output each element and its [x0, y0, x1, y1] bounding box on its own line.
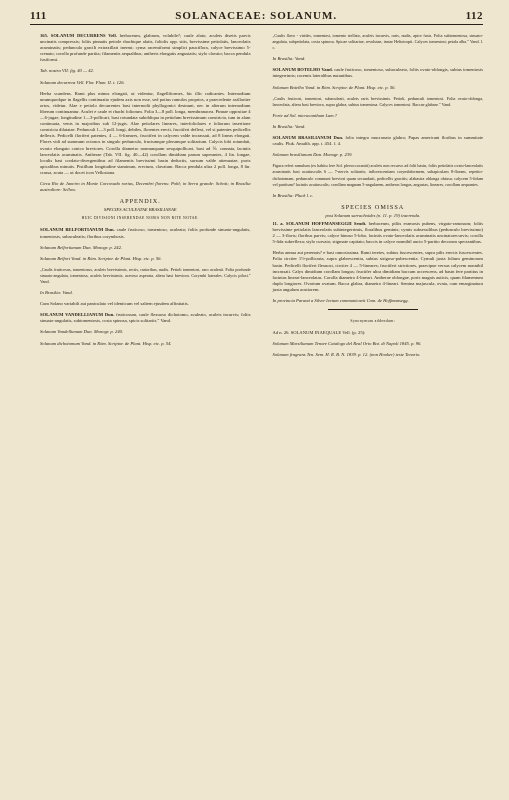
species-entry-belfortianum: [30, 227, 251, 239]
two-column-body: [30, 33, 483, 363]
appendix-subtitle: SPECIES ACULEATAE BRASILIANAE: [103, 207, 177, 213]
addendum-title: Synonymum addendum:: [350, 319, 396, 324]
running-title: SOLANACEAE: SOLANUM.: [175, 10, 338, 22]
species-omissa-title: SPECIES OMISSA: [341, 203, 405, 211]
page-number-right: 112: [465, 10, 483, 22]
species-diagnosis: caule fruticoso, tomentoso, subaculeato, foliis ovato-oblongis, subtus tomentosis integerrimis; racemis lateralibus nutantibus.: [272, 67, 483, 79]
description-paragraph: Herba annua aut perennis? e basi ramosissima. Rami teretes, subtus fuscescentes, supra pilis erectis fuscescentes. Folia circiter 1½-pollicaria, supra glabrescentia, subtus strigoso-pubescentia. Cymuli juxta folium geminorum basin. Pedicelli floriferi flexuosi, circiter 4 — 5-lineares; fructiferi strictiores, praecipue versus calycem nonnihil incrassati. Calyx dimidiam corollam longus; fructifer ultra dimidiam baccam accrescens, ad basin fere partitus in lacinias lineari-lanceolatas. Corolla diametro 4-lineari. Antherae oblongae, poris magnis auticis, quam filamentum duplo longiores. Ovarium ovatum. Bacca glabra, diametro 4-lineari. Semina majuscula, ovata, cum emarginatura juxta angulum acutiorem.: [272, 250, 483, 292]
synonym-reference: Solanum Belfort Vand. in Röm. Scriptor. de Plant. Hisp. etc. p. 56.: [40, 255, 162, 261]
page-header: [30, 10, 483, 25]
synonym-reference: Solanum Botelho Vand. in Röm. Scriptor. de Plant. Hisp. etc. p. 56.: [272, 84, 396, 90]
quoted-description: „Caulis fruticosi, tomentosi, subaculeati, aculeis raris brevissimis. Petioli, pedunculi tomentosi. Folia ovato-oblonga, lanceolata, altera basi breviora, supra glabra, subtus tomentosa. Calyces tomentosi. Baccae glabrae." Vand.: [272, 95, 483, 107]
species-omissa-subtitle: post Solanum sarrachoides (n. 11. p. 19) inserenda.: [325, 212, 421, 218]
species-heading: 165. SOLANUM DECURRENS Vell.: [40, 33, 117, 38]
synonym-reference: Solanum dichotomum Vand. in Röm. Scriptor. de Plant. Hisp. etc. p. 54.: [40, 340, 172, 346]
species-diagnosis: fruticosum, caule flexuoso dichotomo, aculeato, aculeis incurvis; foliis sinuato-angulatis, subtomentosis, costa spinosa, spicis solitariis." Vand.: [40, 312, 251, 324]
species-entry-vandellianum: [30, 312, 251, 324]
appendix-note: HUIC DIVISIONI INSERENDAE NOBIS NON RITE NOTAE.: [81, 216, 199, 221]
appendix-title: APPENDIX.: [119, 198, 161, 206]
species-entry-hoffmanseggii: [263, 221, 484, 245]
page-number-left: 111: [30, 10, 47, 22]
species-heading: 11. a. SOLANUM HOFFMANSEGGII Sendt.: [272, 220, 367, 226]
locality-paragraph: Circa Rio de Janeiro in Monte Corcovado rarius, Decembri florens: Pohl; in Serra grande: Schott; in Brasilia australiore: Sellow.: [40, 180, 251, 193]
description-paragraph: Herba scandens. Rami plus minus elongati, ut videntur, flagelliformes, hic illic radicantes. Internodium unumquodque in flagellis continuatio ejudem axis non esse, sed potius ramulos proprios, a praecedente axillariter ortos, videtur. Alae e petiolo decurrentes basi internodii phyllogonici desinunt, nec in alterum internodium liberum continuantur. Aculei e caule et rhachi foliorum. Folia 3—8 poll. longa, membranacea. Pinnae oppositae 4—6-jugae, longitudine 1—3-pollicari, basi rotundata subobliqua in petiolum brevissimum constricta, tum in alam continuata, venis in majoribus sub 12-jugis. Alae petiolares lineares, interfoliolares e foliorum insertione constricta dilatatae. Pedunculi 1—3 poll. longi, debiles, florentes erecti, fructiferi deflexi, vel si patentes pedicellis deflexis. Pedicelli floriferi patentes, 4 — 6-lineares, fructiferi in calycem valde incrassati, ad 8 lineas elongati. Flores vidi ad summum octonos in singulo pedunculo, fructumque plerumque solitarium. Calycis lobi rotundati, ovario elongato conico breviores. Corolla diametro nonnunquam sesquipollicari, basi ad ⅙ connata, laciniis lanceolatis acuminatis. Antherae (Tab. VII. fig. 40—42) corollam dimidiam parum superantes, 4 lin. longae, loculis basi cordato-divergentibus ad filamentis brevissimi basin deductis, sursum valde attenuatae, poris apicalibus minutis. Pistillum longitudine staminum, erectum, clavatum. Bacca pendula ultra 2 poll. longa, 8 lin. crassa, acuta — ut docet icon Vellosiana.: [40, 90, 251, 175]
species-entry-brasilianum: [263, 135, 484, 147]
synonym-reference: Solanum Vandellianum Dun. Monogr. p. 240.: [40, 329, 124, 335]
synonym-reference: Solanum Marsilianum Tenore Catalogo del Real Orto Bot. di Napoli 1845. p. 96.: [272, 341, 422, 347]
synonym-reference: Solanum fragrans Ten. Sem. H. R. B. N. 1839. p. 12. (non Hooker) teste Tenorio.: [272, 352, 421, 358]
species-heading: SOLANUM BOTELHO Vand.: [272, 67, 333, 73]
addendum-entry: Ad n. 26. SOLANUM INAEQUALE Vell. (p. 25):: [272, 330, 366, 336]
locality-line: In Brasilia: Vand.: [40, 290, 73, 296]
species-diagnosis: folio integro mucronato glabro; Papas americani floribus in summitate caulis. Pluk. Amalth. app. t. 454. f. 4.: [272, 135, 484, 147]
species-entry-botelho: [263, 67, 484, 79]
locality-line: In Brasilia: Pluck l. c.: [272, 192, 314, 198]
figure-description: Figura refert ramulum (ex habitu fere Sol. pleeoccocantii) aculeis non recurvo ad folii basin, foliis petiolatis ovato-lanceolatis acuminatis basi acutiusculis 6 — 7-nervis solitariis; inflorescentiam corymbiformem, subapiculam 8-floram, repetito-dichotomam, pedunculo communi breviori quam secundarii, pedicellis graciiis; alabastra oblonga obtusa; calycem 5-fidum vel partitum? laciniis acutiusculis; corollam magnam 5-angularem, antheras longas, angustas, lineares, corollam aequantes.: [272, 163, 483, 187]
locality-line: In Brasilia: Vand.: [272, 56, 306, 62]
quoted-description: „Caulis flavo - virides, tomentosi, tomento stellato, aculeis incurvis, raris, nudis, apice fusis. Folia subtomentosa, sinuato-angulata, subpetiolata, costa spinosa. Spicae solitariae, revolutae, instar Heliotropii. Calyces tomentosi; petala alba." Vand. l. c.: [272, 33, 483, 51]
species-entry-decurrens: [30, 33, 251, 63]
quoted-description: „Caulis fruticosus, tomentosus, aculeis brevissimis, rectis, rarioribus, nudis. Petioli tomentosi, raro aculeati. Folia profunde sinuato-angulata, tomentosa, aculeis brevissimis, aceroso asperata, altera basi breviora. Corymbi laterales. Calycis pilosi." Vand.: [40, 266, 251, 284]
synonym-reference: Solanum brasilianum Dun. Monogr. p. 239.: [272, 152, 353, 158]
right-column: [263, 33, 484, 363]
remark-line: Forte ad Sol. micracanthum Lam.?: [272, 112, 338, 118]
plate-reference: Tab. nostra VII. fig. 40 — 42.: [40, 68, 94, 74]
species-diagnosis: herbaceum, glabrum, volubile?; caule alato; aculeis disetis parvis uncinatis compressis; foliis pinnatis petiole rhachique alatis, foliolis opp. sitis, brevissime petiolatis, lanceolatis acuminatis; pedunculo graciIi extraxillari inermi; cyma racemiformi simplici pauciflora, calyce brevissimo 5-crenato; corolla profunde partita; filamentis aequalibus; antheris elongatis angustatis; stylo clavato; bacca pendula fusiformi.: [40, 33, 251, 63]
section-divider: [328, 309, 418, 310]
synonym-reference: Solanum Belfortianum Dun. Monogr. p. 242.: [40, 244, 123, 250]
locality-line: In Brasilia: Vand.: [272, 123, 306, 129]
synonym-reference: Solanum decurrens Vell. Flor. Flum. II. t. 126.: [40, 79, 125, 85]
species-heading: SOLANUM BELFORTIANUM Dun.: [40, 227, 115, 233]
locality-line: In provincia Paraná a Silver lectum communicavit Com. de Hoffmansegg.: [272, 298, 409, 303]
species-diagnosis: herbaceum, piliis eramosis pubens, virgato-ramosum; foliis brevissime petiolatis lanceolatis subintegerrimis, floralibus geminis; cymis subsessilibus (pedunculo brevissimo) 2 — 3-floris; floribus parvis; calyce binuso 5-lobo, laciniis ovato-lanceolatis acuminatis uncinatorecurvis; corolla 5-fida subreflexa; stylo curvato; stigmate capitato; baccis in calyce nonnihil aucto 5-partito decorum spectantibus.: [272, 220, 483, 245]
species-heading: SOLANUM BRASILIANUM Dun.: [272, 135, 344, 141]
species-heading: SOLANUM VANDELLIANUM Dun.: [40, 312, 115, 318]
remark-paragraph: Cum Solano variabili aut paniculato vel identicum vel saltem ejusdem affinitatis.: [40, 301, 189, 307]
left-column: [30, 33, 251, 363]
species-diagnosis: caule fruticoso, tomentoso, aculeato; foliis profunde sinuato-angulatis, tomentosis, subaculeatis; floribus corymbosis.: [40, 227, 251, 239]
